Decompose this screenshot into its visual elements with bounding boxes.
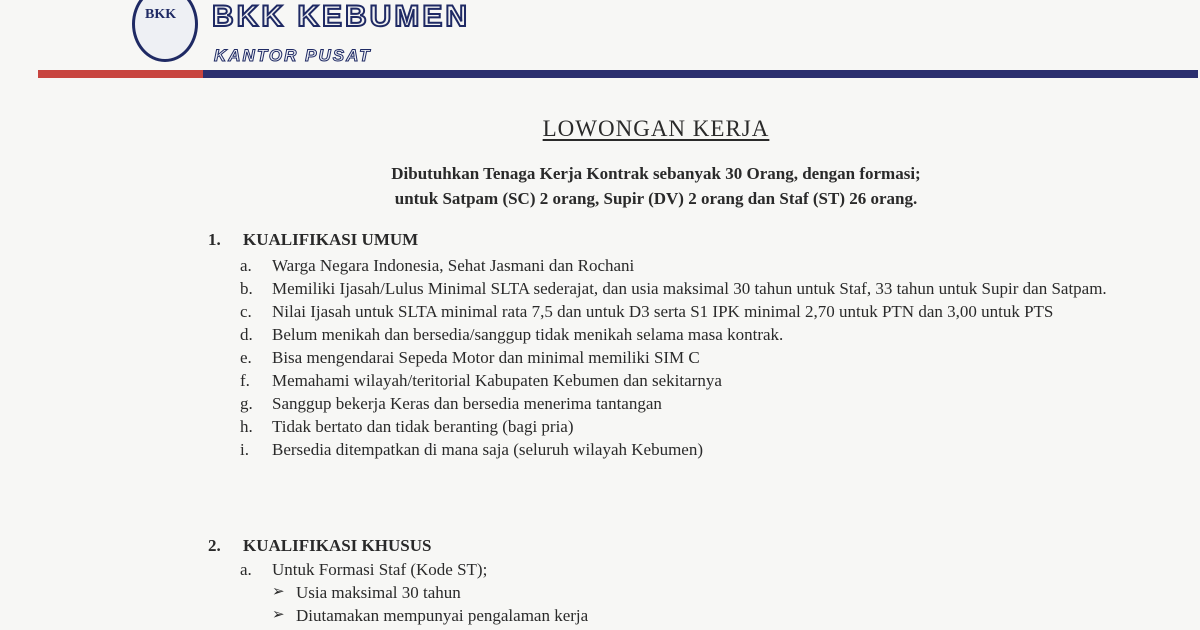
item-letter: c.: [240, 302, 252, 321]
list-item: [240, 346, 1120, 369]
section-title: KUALIFIKASI KHUSUS: [243, 536, 432, 555]
list-item: [240, 277, 1120, 300]
intro-line-1: Dibutuhkan Tenaga Kerja Kontrak sebanyak 30 Orang, dengan formasi;: [391, 164, 921, 183]
list-item: [240, 438, 1120, 461]
item-letter: d.: [240, 325, 253, 344]
intro-line-2: untuk Satpam (SC) 2 orang, Supir (DV) 2 orang dan Staf (ST) 26 orang.: [394, 189, 918, 208]
item-letter: a.: [240, 560, 252, 579]
item-text: Memiliki Ijasah/Lulus Minimal SLTA sederajat, dan usia maksimal 30 tahun untuk Staf, 33 tahun untuk Supir dan Satpam.: [272, 279, 1107, 298]
bullet-text: Diutamakan mempunyai pengalaman kerja: [296, 606, 589, 625]
bullet-item: [272, 604, 1120, 627]
item-text: Bisa mengendarai Sepeda Motor dan minimal memiliki SIM C: [272, 348, 700, 367]
item-text: Bersedia ditempatkan di mana saja (seluruh wilayah Kebumen): [272, 440, 703, 459]
header-divider-bar: [38, 70, 1198, 78]
list-item: [240, 323, 1120, 346]
bullet-item: [272, 581, 1120, 604]
list-item: [240, 254, 1120, 277]
item-letter: h.: [240, 417, 253, 436]
item-letter: g.: [240, 394, 253, 413]
list-item: [240, 369, 1120, 392]
item-letter: i.: [240, 440, 249, 459]
brand-title: BKK KEBUMEN: [212, 0, 470, 33]
special-qualifications-list: [240, 558, 1120, 627]
item-letter: e.: [240, 348, 252, 367]
section-number: 1.: [208, 230, 221, 249]
list-item: [240, 300, 1120, 323]
seal-text: BKK: [145, 7, 177, 22]
item-text: Untuk Formasi Staf (Kode ST);: [272, 560, 488, 579]
section-title: KUALIFIKASI UMUM: [243, 230, 419, 249]
document-title: LOWONGAN KERJA: [542, 116, 770, 141]
item-text: Nilai Ijasah untuk SLTA minimal rata 7,5 dan untuk D3 serta S1 IPK minimal 2,70 untuk PTN dan 3,00 untuk PTS: [272, 302, 1054, 321]
item-letter: f.: [240, 371, 250, 390]
section-heading-general: [208, 230, 418, 250]
general-qualifications-list: [240, 254, 1120, 461]
item-letter: a.: [240, 256, 252, 275]
bullet-text: Usia maksimal 30 tahun: [296, 583, 461, 602]
item-text: Tidak bertato dan tidak beranting (bagi pria): [272, 417, 574, 436]
arrow-bullet-icon: ➢: [272, 584, 285, 600]
section-number: 2.: [208, 536, 221, 555]
list-item: [240, 392, 1120, 415]
item-letter: b.: [240, 279, 253, 298]
section-heading-special: [208, 536, 431, 556]
brand-subtitle: KANTOR PUSAT: [214, 46, 372, 65]
bkk-logo-seal: [132, 0, 198, 62]
item-text: Warga Negara Indonesia, Sehat Jasmani dan Rochani: [272, 256, 635, 275]
item-text: Belum menikah dan bersedia/sanggup tidak menikah selama masa kontrak.: [272, 325, 784, 344]
item-text: Memahami wilayah/teritorial Kabupaten Kebumen dan sekitarnya: [272, 371, 722, 390]
item-text: Sanggup bekerja Keras dan bersedia menerima tantangan: [272, 394, 662, 413]
list-item: [240, 558, 1120, 581]
list-item: [240, 415, 1120, 438]
arrow-bullet-icon: ➢: [272, 607, 285, 623]
